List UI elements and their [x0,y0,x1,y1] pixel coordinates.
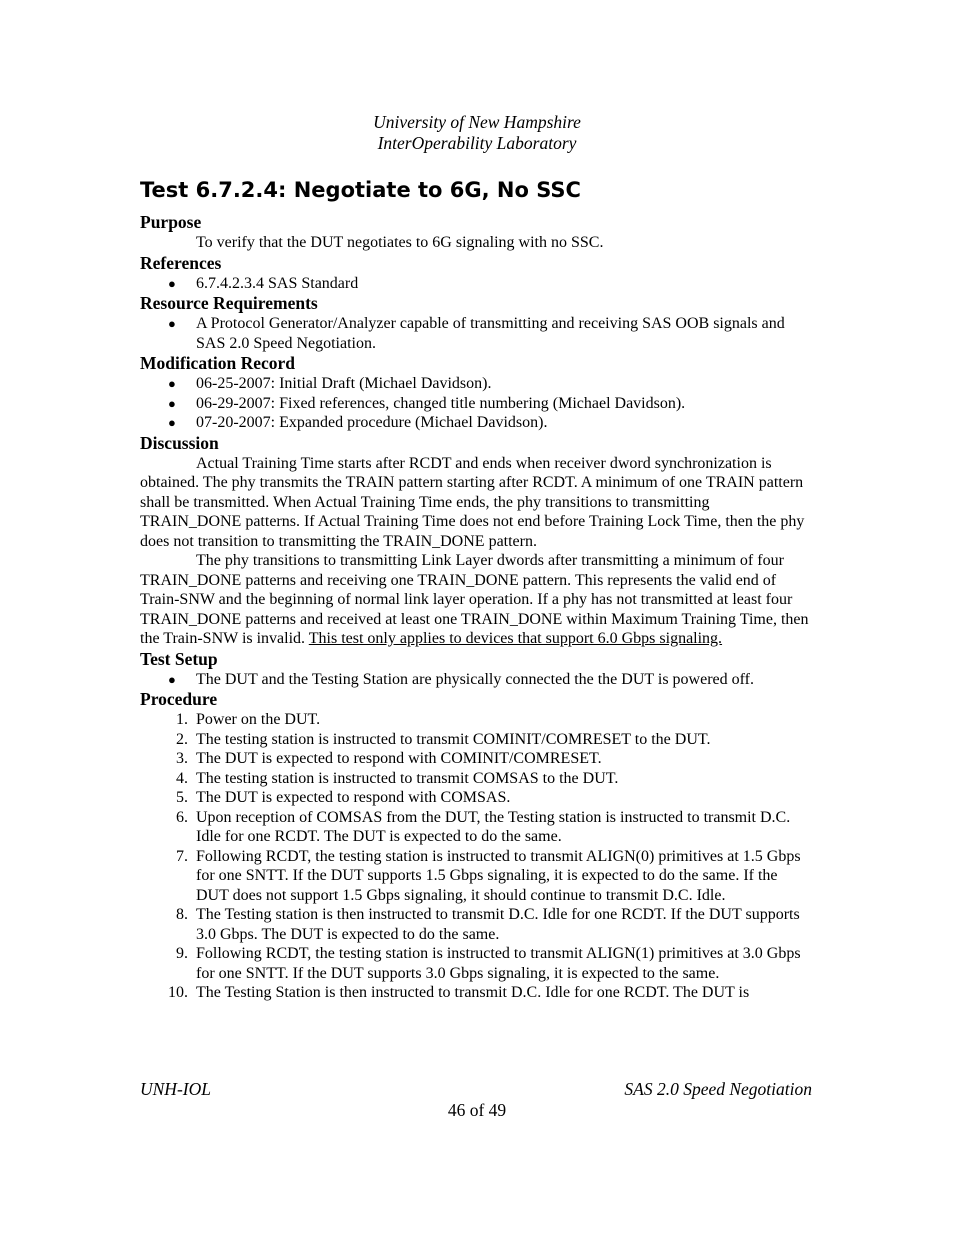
references-list [140,274,812,294]
step-text: Following RCDT, the testing station is instructed to transmit ALIGN(1) primitives at 3.0 Gbps for one SNTT. If the DUT supports 3.0 Gbps signaling, it is expected to the same. [196,945,801,982]
list-item: ● A Protocol Generator/Analyzer capable of transmitting and receiving SAS OOB signals and SAS 2.0 Speed Negotiation. [140,314,812,353]
procedure-step [140,847,812,906]
procedure-step [140,808,812,847]
step-number: 7. [176,847,188,865]
list-item: ● 07-20-2007: Expanded procedure (Michael Davidson). [140,413,812,433]
list-item: ● 06-29-2007: Fixed references, changed title numbering (Michael Davidson). [140,394,812,414]
procedure-step [140,769,812,789]
list-item: ● 6.7.4.2.3.4 SAS Standard [140,274,812,294]
step-text: The Testing Station is then instructed to transmit D.C. Idle for one RCDT. The DUT is [196,984,750,1001]
procedure-step [140,983,812,1003]
procedure-step [140,788,812,808]
resources-heading: Resource Requirements [140,293,318,313]
discussion-paragraph-2 [140,551,812,649]
resources-list [140,314,812,353]
step-text: Power on the DUT. [196,711,321,728]
footer-document-title: SAS 2.0 Speed Negotiation [624,1079,812,1099]
discussion-paragraph-2-text: The phy transitions to transmitting Link Layer dwords after transmitting a minimum of four TRAIN_DONE patterns and receiving one TRAIN_DONE pattern. This represents the valid end of Train-SNW and the beginning of normal link layer operation. If a phy has not transmitted at least four TRAIN_DONE patterns and received at least one TRAIN_DONE within Maximum Training Time, then the Train-SNW is invalid. [140,552,809,647]
procedure-step [140,905,812,944]
step-text: The testing station is instructed to transmit COMINIT/COMRESET to the DUT. [196,730,711,748]
step-text: Following RCDT, the testing station is instructed to transmit ALIGN(0) primitives at 1.5 Gbps for one SNTT. If the DUT supports 1.5 Gbps signaling, it is expected to do the same. If the DUT does not support 1.5 Gbps signaling, it should continue to transmit D.C. Idle. [196,847,801,904]
setup-heading: Test Setup [140,648,218,669]
discussion-applicability-note: This test only applies to devices that support 6.0 Gbps signaling. [308,630,723,647]
header-laboratory: InterOperability Laboratory [377,133,577,153]
procedure-step [140,944,812,983]
step-text: The DUT is expected to respond with COMSAS. [196,789,511,806]
modification-heading: Modification Record [140,353,296,373]
step-number: 10. [168,984,188,1001]
step-number: 9. [176,945,188,962]
list-item: ● 06-25-2007: Initial Draft (Michael Davidson). [140,374,812,394]
modification-list [140,374,812,433]
list-item: ● The DUT and the Testing Station are physically connected the the DUT is powered off. [140,670,812,690]
purpose-heading: Purpose [140,212,202,232]
step-number: 5. [176,789,188,806]
step-number: 1. [176,711,188,728]
page-header [0,112,954,154]
purpose-text: To verify that the DUT negotiates to 6G signaling with no SSC. [196,234,604,251]
references-heading: References [140,252,222,273]
step-text: The testing station is instructed to transmit COMSAS to the DUT. [196,769,619,787]
page-number: 46 of 49 [447,1100,507,1120]
footer-organization: UNH-IOL [140,1079,211,1099]
discussion-paragraph-1: Actual Training Time starts after RCDT and ends when receiver dword synchronization is obtained. The phy transmits the TRAIN pattern starting after RCDT. A minimum of one TRAIN pattern shall be transmitted. When Actual Training Time ends, the phy transitions to transmitting TRAIN_DONE patterns. If Actual Training Time does not end before Training Lock Time, then the phy does not transition to transmitting the TRAIN_DONE pattern. [140,454,805,550]
step-text: The DUT is expected to respond with COMINIT/COMRESET. [196,750,602,767]
step-text: The Testing station is then instructed to transmit D.C. Idle for one RCDT. If the DUT supports 3.0 Gbps. The DUT is expected to do the same. [196,906,800,943]
step-text: Upon reception of COMSAS from the DUT, the Testing station is instructed to transmit D.C. Idle for one RCDT. The DUT is expected to do the same. [196,808,791,845]
step-number: 4. [176,769,188,787]
document-body [140,176,812,1003]
header-university: University of New Hampshire [373,112,581,132]
procedure-step [140,749,812,769]
step-number: 6. [176,808,188,826]
page-title: Test 6.7.2.4: Negotiate to 6G, No SSC [140,178,581,202]
procedure-heading: Procedure [140,689,218,709]
procedure-step [140,710,812,730]
procedure-list [140,710,812,1003]
procedure-step [140,730,812,750]
step-number: 2. [176,730,188,748]
discussion-heading: Discussion [140,432,219,453]
step-number: 3. [176,750,188,767]
step-number: 8. [176,906,188,923]
setup-list [140,670,812,690]
